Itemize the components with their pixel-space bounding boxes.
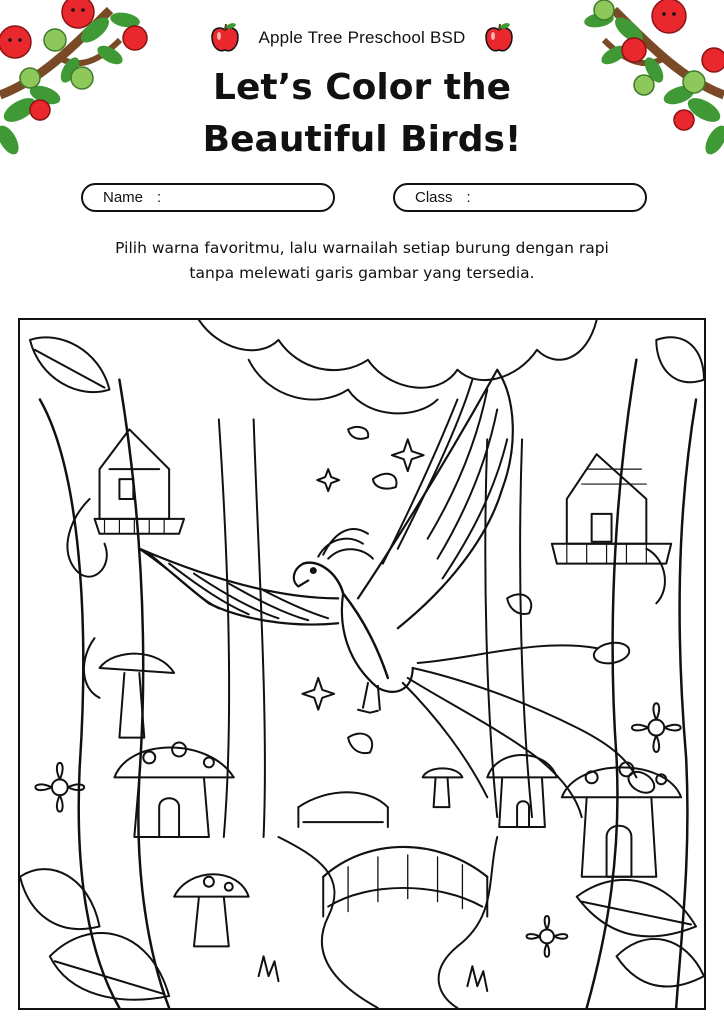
class-field[interactable] [393, 183, 647, 212]
name-separator: : [157, 189, 162, 206]
instructions-line-2: tanpa melewati garis gambar yang tersedia. [189, 264, 535, 282]
name-label: Name [103, 189, 144, 206]
title-line-2: Beautiful Birds! [202, 119, 522, 160]
apple-icon [484, 22, 514, 54]
class-label: Class [415, 189, 453, 206]
instructions-line-1: Pilih warna favoritmu, lalu warnailah setiap burung dengan rapi [115, 239, 609, 257]
school-header [0, 22, 724, 54]
title-line-1: Let’s Color the [213, 67, 511, 108]
coloring-illustration-frame [18, 318, 706, 1010]
class-separator: : [466, 189, 471, 206]
school-name: Apple Tree Preschool BSD [258, 28, 466, 47]
page-title [0, 62, 724, 166]
name-field[interactable] [81, 183, 335, 212]
forest-bird-illustration [20, 320, 704, 1008]
apple-icon [210, 22, 240, 54]
instructions [60, 236, 664, 286]
